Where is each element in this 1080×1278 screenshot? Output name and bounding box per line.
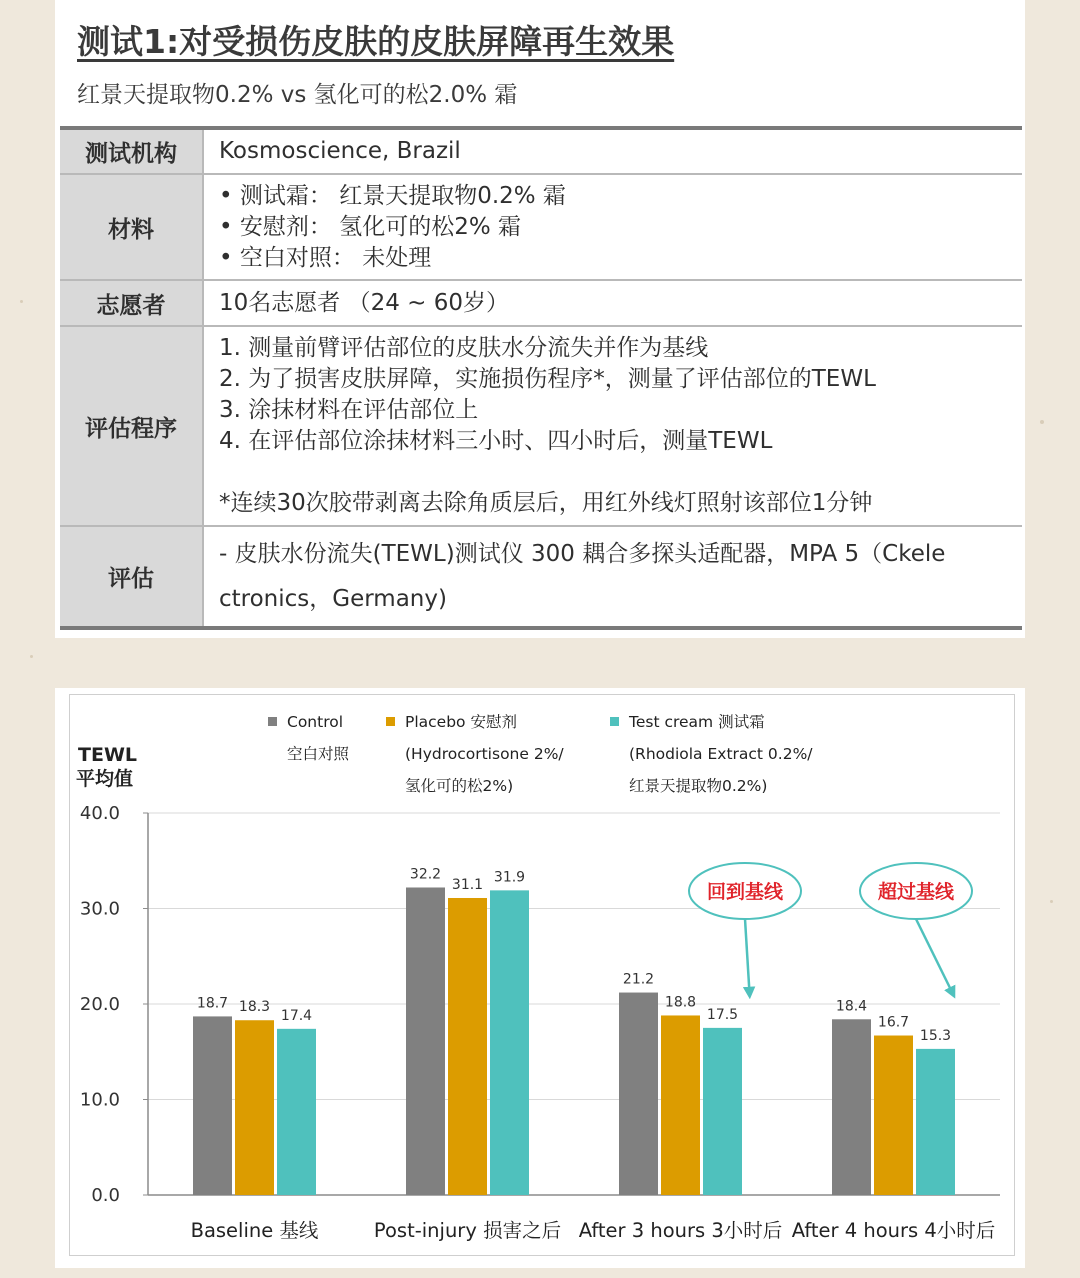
background-speck (20, 300, 23, 303)
data-label: 17.5 (706, 1006, 739, 1023)
bar-control (832, 1019, 871, 1195)
background-speck (1040, 420, 1044, 424)
legend-label: 氢化可的松2%) (405, 777, 514, 795)
table-row (60, 280, 1022, 326)
x-tick-label: After 3 hours 3小时后 (578, 1219, 783, 1242)
bar-placebo (661, 1015, 700, 1195)
legend-swatch (268, 717, 277, 726)
callout-arrow (916, 919, 953, 993)
y-axis-label: TEWL (78, 744, 138, 766)
y-axis-label: 平均值 (76, 768, 134, 790)
list-item: 2. 为了损害皮肤屏障，实施损伤程序*，测量了评估部位的TEWL (219, 366, 876, 392)
list-item: *连续30次胶带剥离去除角质层后，用红外线灯照射该部位1分钟 (219, 490, 873, 516)
data-label: 16.7 (877, 1014, 910, 1031)
chart-frame (69, 694, 1015, 1256)
bar-control (193, 1016, 232, 1195)
legend-label: Test cream 测试霜 (629, 713, 765, 731)
data-label: 15.3 (919, 1027, 952, 1044)
list-item: • 安慰剂： 氢化可的松2% 霜 (219, 213, 521, 240)
data-label: 32.2 (409, 866, 442, 883)
y-tick-label: 20.0 (79, 994, 120, 1015)
y-tick-label: 0.0 (91, 1185, 120, 1206)
data-label: 18.7 (196, 995, 229, 1012)
data-label: 17.4 (280, 1007, 313, 1024)
info-table (60, 126, 1022, 630)
chart-panel (55, 688, 1025, 1268)
list-item: • 空白对照： 未处理 (219, 244, 432, 271)
callout-label: 回到基线 (706, 881, 784, 903)
row-value (203, 280, 1022, 326)
list-item (219, 457, 1022, 488)
info-panel (55, 0, 1025, 638)
data-label: 18.8 (664, 994, 697, 1011)
list-item: 1. 测量前臂评估部位的皮肤水分流失并作为基线 (219, 335, 709, 361)
bar-test-cream (490, 890, 529, 1195)
legend-label: (Hydrocortisone 2%/ (405, 745, 564, 763)
row-value (203, 128, 1022, 174)
row-header: 评估 (60, 526, 203, 628)
row-header: 评估程序 (60, 326, 203, 526)
row-line: ctronics，Germany) (219, 585, 447, 612)
bar-placebo (448, 898, 487, 1195)
data-label: 31.1 (451, 876, 484, 893)
legend-label: Placebo 安慰剂 (405, 713, 517, 731)
bar-test-cream (916, 1049, 955, 1195)
bar-test-cream (277, 1029, 316, 1195)
legend-label: Control (287, 713, 344, 731)
data-label: 18.4 (835, 998, 868, 1015)
row-header: 测试机构 (60, 128, 203, 174)
row-line: Kosmoscience, Brazil (219, 138, 461, 164)
bar-placebo (235, 1020, 274, 1195)
table-row (60, 326, 1022, 526)
bar-control (406, 887, 445, 1195)
y-tick-label: 40.0 (79, 803, 120, 824)
row-header: 志愿者 (60, 280, 203, 326)
data-label: 31.9 (493, 869, 526, 886)
bar-test-cream (703, 1028, 742, 1195)
row-value (203, 326, 1022, 526)
legend-label: 红景天提取物0.2%) (629, 777, 768, 795)
table-row (60, 526, 1022, 628)
data-label: 21.2 (622, 971, 655, 988)
bar-chart (70, 695, 1014, 1255)
x-tick-label: Baseline 基线 (190, 1219, 319, 1242)
x-tick-label: After 4 hours 4小时后 (791, 1219, 996, 1242)
page-title: 测试1:对受损伤皮肤的皮肤屏障再生效果 (77, 22, 675, 61)
row-line: - 皮肤水份流失(TEWL)测试仪 300 耦合多探头适配器，MPA 5（Ckele (219, 540, 946, 567)
row-value (203, 526, 1022, 628)
x-tick-label: Post-injury 损害之后 (373, 1219, 562, 1242)
bar-control (619, 993, 658, 1195)
row-line: 10名志愿者 （24 ~ 60岁） (219, 289, 510, 316)
table-row (60, 174, 1022, 280)
y-tick-label: 10.0 (79, 1089, 120, 1111)
bar-placebo (874, 1036, 913, 1195)
callout-label: 超过基线 (877, 881, 955, 903)
callout-arrow (745, 919, 750, 993)
legend-label: (Rhodiola Extract 0.2%/ (629, 745, 813, 763)
row-header: 材料 (60, 174, 203, 280)
table-row (60, 128, 1022, 174)
row-value (203, 174, 1022, 280)
list-item: 4. 在评估部位涂抹材料三小时、四小时后，测量TEWL (219, 428, 773, 454)
background-speck (30, 655, 33, 658)
background-speck (1050, 900, 1053, 903)
page-subtitle: 红景天提取物0.2% vs 氢化可的松2.0% 霜 (77, 82, 518, 108)
legend-swatch (386, 717, 395, 726)
legend-label: 空白对照 (287, 745, 350, 763)
list-item: 3. 涂抹材料在评估部位上 (219, 397, 479, 423)
legend-swatch (610, 717, 619, 726)
list-item: • 测试霜： 红景天提取物0.2% 霜 (219, 182, 566, 209)
data-label: 18.3 (238, 999, 271, 1016)
y-tick-label: 30.0 (79, 898, 120, 920)
